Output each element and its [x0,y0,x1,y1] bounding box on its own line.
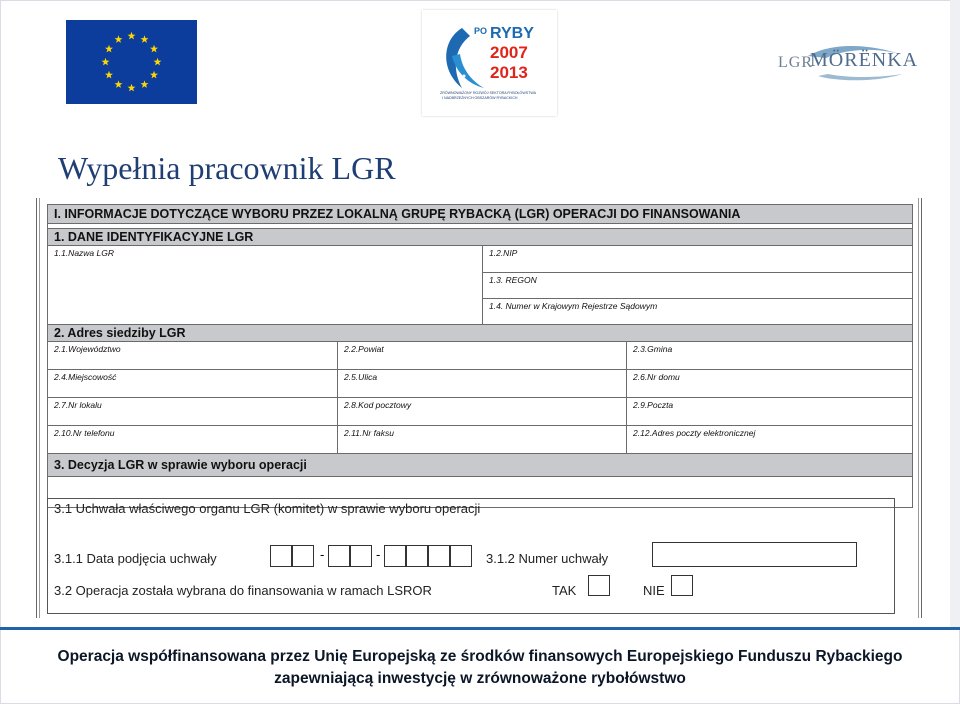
field-nr-lokalu[interactable]: 2.7.Nr lokalu [54,400,102,410]
form-scan [36,198,922,618]
date-day-digit-1[interactable] [270,545,292,567]
footer-line-2: zapewniającą inwestycję w zrównoważone rybołówstwo [274,670,686,687]
field-miejscowosc[interactable]: 2.4.Miejscowość [54,372,117,382]
address-row [47,398,913,426]
eu-star-icon [128,84,136,92]
field-wojewodztwo[interactable]: 2.1.Województwo [54,344,121,354]
field-poczta[interactable]: 2.9.Poczta [626,398,912,425]
tak-label: TAK [552,583,577,598]
nie-label: NIE [643,583,665,598]
address-row [47,342,913,370]
resolution-box [47,498,895,614]
section1-header: 1. DANE IDENTYFIKACYJNE LGR [47,228,913,246]
eu-star-icon [154,58,162,66]
lgr-prefix: LGR [778,54,813,71]
field-kod-pocztowy[interactable]: 2.8.Kod pocztowy [337,398,626,425]
side-bar [950,0,960,630]
lgr-name: MÖRËNKA [810,49,919,71]
date-year-digit-1[interactable] [384,545,406,567]
date-year-digit-3[interactable] [428,545,450,567]
footer-line-1: Operacja współfinansowana przez Unię Europejską ze środków finansowych Europejskiego Funduszu Rybackiego [57,648,903,665]
eu-star-icon [128,32,136,40]
lsror-question: 3.2 Operacja została wybrana do finansowania w ramach LSROR [54,583,432,598]
application-form [47,204,913,508]
poryby-caption-2: I NADBRZEŻNYCH OBSZARÓW RYBACKICH [442,96,518,100]
eu-star-icon [115,80,123,88]
address-row [47,370,913,398]
date-year-digit-2[interactable] [406,545,428,567]
footer [0,646,960,690]
field-powiat[interactable]: 2.2.Powiat [337,342,626,369]
section1-right-column [482,246,912,324]
field-nr-domu[interactable]: 2.6.Nr domu [626,370,912,397]
poryby-po-text: PO [474,26,488,36]
date-month-digit-1[interactable] [328,545,350,567]
eu-star-icon [141,35,149,43]
footer-rule [0,627,960,630]
tak-checkbox[interactable] [588,575,610,596]
section1-row [47,246,913,325]
eu-star-icon [102,58,110,66]
poryby-year-end: 2013 [490,63,528,82]
resolution-date-label: 3.1.1 Data podjęcia uchwały [54,551,217,566]
date-separator: - [376,547,381,562]
field-ulica[interactable]: 2.5.Ulica [337,370,626,397]
date-day-digit-2[interactable] [292,545,314,567]
section2-header: 2. Adres siedziby LGR [47,325,913,342]
poryby-year-start: 2007 [490,43,528,62]
resolution-number-label: 3.1.2 Numer uchwały [486,551,609,566]
po-ryby-logo [422,10,557,116]
resolution-title: 3.1 Uchwała właściwego organu LGR (komitet) w sprawie wyboru operacji [54,501,481,516]
field-regon[interactable]: 1.3. REGON [483,272,912,298]
date-separator: - [320,547,325,562]
date-year-digit-4[interactable] [450,545,472,567]
eu-star-icon [105,45,113,53]
field-lgr-name[interactable]: 1.1.Nazwa LGR [54,248,114,258]
lgr-morenka-logo [768,40,919,90]
eu-flag-logo [66,20,197,104]
form-section-main-header: I. INFORMACJE DOTYCZĄCE WYBORU PRZEZ LOKALNĄ GRUPĘ RYBACKĄ (LGR) OPERACJI DO FINANSOWANIA [47,204,913,224]
address-row [47,426,913,454]
field-krs[interactable]: 1.4. Numer w Krajowym Rejestrze Sądowym [483,298,912,324]
poryby-ryby-text: RYBY [490,25,534,42]
page-title: Wypełnia pracownik LGR [58,150,396,186]
eu-star-icon [150,45,158,53]
eu-star-icon [141,80,149,88]
nie-checkbox[interactable] [671,575,693,596]
eu-star-icon [105,71,113,79]
field-nip[interactable]: 1.2.NIP [489,248,518,258]
field-gmina[interactable]: 2.3.Gmina [626,342,912,369]
eu-star-icon [150,71,158,79]
field-email[interactable]: 2.12.Adres poczty elektronicznej [626,426,912,453]
poryby-caption-1: ZRÓWNOWAŻONY ROZWÓJ SEKTORA RYBOŁÓWSTWA [440,91,536,95]
section3-header: 3. Decyzja LGR w sprawie wyboru operacji [47,454,913,477]
field-telefon[interactable]: 2.10.Nr telefonu [54,428,115,438]
eu-star-icon [115,35,123,43]
field-faks[interactable]: 2.11.Nr faksu [337,426,626,453]
resolution-number-input[interactable] [652,542,857,567]
date-month-digit-2[interactable] [350,545,372,567]
